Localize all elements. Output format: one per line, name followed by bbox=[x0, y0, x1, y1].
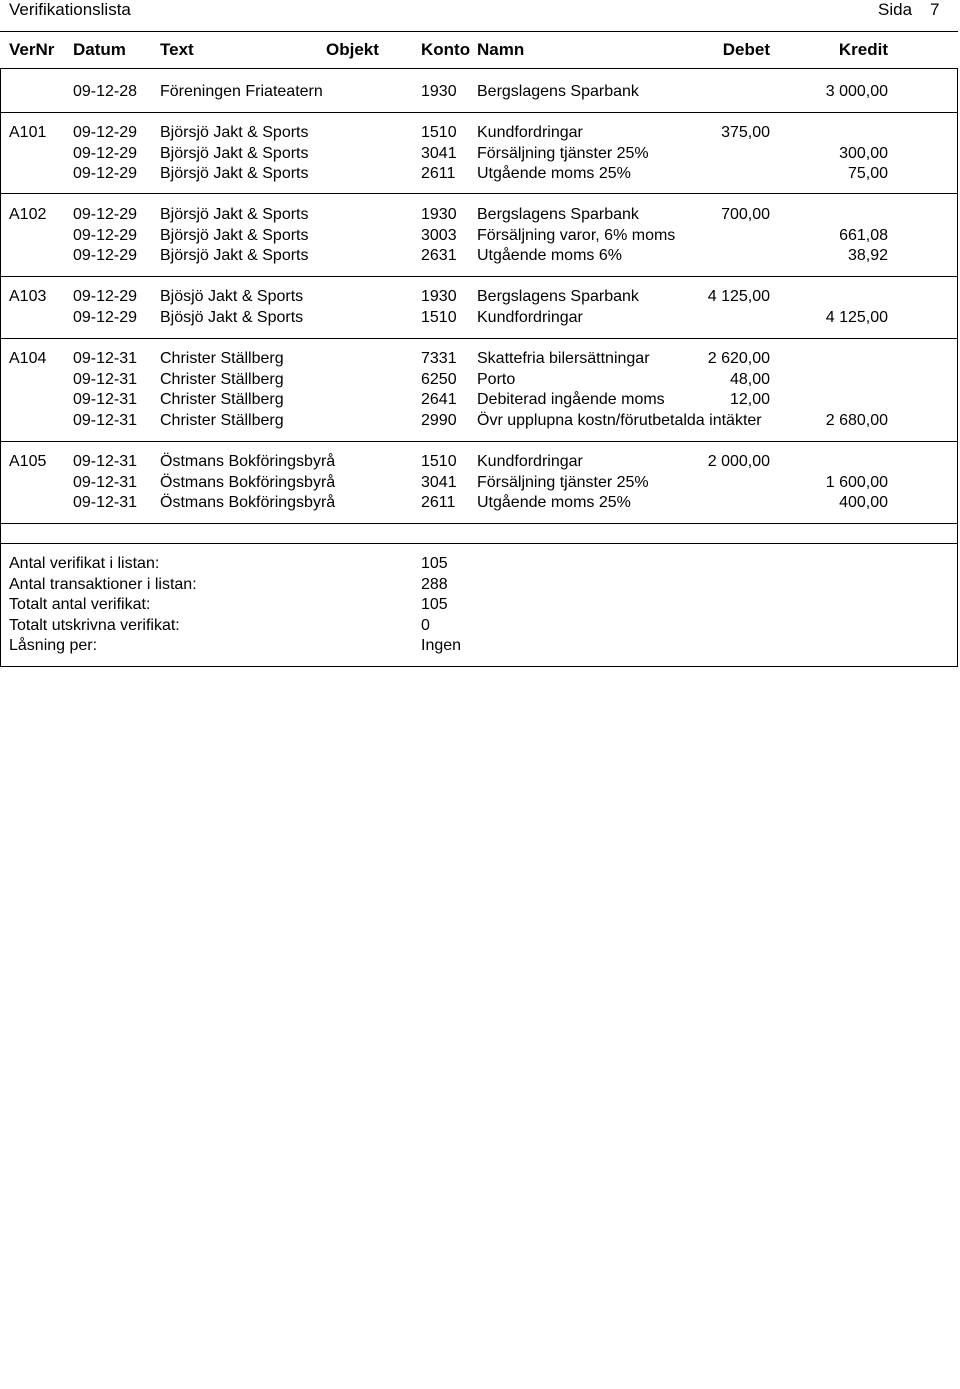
account-name-cell: Försäljning varor, 6% moms bbox=[477, 226, 676, 244]
col-header-datum: Datum bbox=[73, 40, 126, 59]
date-cell: 09-12-29 bbox=[73, 206, 138, 223]
credit-cell bbox=[760, 204, 888, 225]
text-cell: Föreningen Friateatern bbox=[160, 83, 323, 100]
credit-cell bbox=[760, 369, 888, 390]
group-separator bbox=[0, 276, 958, 277]
col-header-debet: Debet bbox=[722, 40, 770, 59]
debit-cell: 700,00 bbox=[721, 206, 770, 223]
credit-cell: 400,00 bbox=[839, 494, 888, 511]
date-cell: 09-12-31 bbox=[73, 370, 138, 388]
account-name-cell: Bergslagens Sparbank bbox=[477, 83, 639, 100]
debit-cell: 2 620,00 bbox=[707, 350, 770, 367]
account-name-cell: Försäljning tjänster 25% bbox=[477, 144, 649, 162]
debit-cell: 4 125,00 bbox=[707, 288, 770, 305]
text-cell: Björsjö Jakt & Sports bbox=[160, 247, 309, 264]
table-row bbox=[0, 122, 958, 143]
account-cell: 1510 bbox=[421, 453, 457, 470]
debit-cell: 375,00 bbox=[721, 124, 770, 141]
table-row bbox=[0, 369, 958, 390]
date-cell: 09-12-29 bbox=[73, 226, 138, 244]
account-name-cell: Bergslagens Sparbank bbox=[477, 206, 639, 223]
debit-cell bbox=[660, 410, 770, 431]
vernr-cell: A105 bbox=[9, 453, 47, 470]
date-cell: 09-12-31 bbox=[73, 494, 138, 511]
vernr-cell: A101 bbox=[9, 124, 47, 141]
table-row bbox=[0, 225, 958, 246]
text-cell: Christer Ställberg bbox=[160, 350, 284, 367]
account-cell: 3041 bbox=[421, 144, 457, 162]
group-separator bbox=[0, 441, 958, 442]
col-header-konto: Konto bbox=[421, 40, 471, 59]
credit-cell: 661,08 bbox=[839, 226, 888, 244]
summary-bottom-border bbox=[0, 666, 958, 667]
credit-cell: 1 600,00 bbox=[825, 473, 888, 491]
debit-cell bbox=[660, 472, 770, 493]
report-title: Verifikationslista bbox=[9, 0, 131, 19]
header-bottom-border bbox=[0, 68, 958, 69]
account-name-cell: Kundfordringar bbox=[477, 124, 583, 141]
table-row bbox=[0, 81, 958, 102]
text-cell: Christer Ställberg bbox=[160, 391, 284, 408]
debit-cell bbox=[660, 492, 770, 513]
debit-cell bbox=[660, 143, 770, 164]
account-name-cell: Utgående moms 25% bbox=[477, 494, 631, 511]
vernr-cell: A102 bbox=[9, 206, 47, 223]
table-row bbox=[0, 307, 958, 328]
date-cell: 09-12-29 bbox=[73, 165, 138, 182]
summary-top-border bbox=[0, 543, 958, 544]
credit-cell bbox=[760, 286, 888, 307]
header-top-border bbox=[0, 31, 958, 32]
summary-label: Antal verifikat i listan: bbox=[9, 555, 160, 572]
debit-cell bbox=[660, 81, 770, 102]
account-cell: 1930 bbox=[421, 288, 457, 305]
account-cell: 2631 bbox=[421, 247, 457, 264]
summary-label: Antal transaktioner i listan: bbox=[9, 575, 197, 593]
debit-cell bbox=[660, 245, 770, 266]
col-header-text: Text bbox=[160, 40, 194, 59]
credit-cell: 38,92 bbox=[847, 247, 888, 264]
text-cell: Björsjö Jakt & Sports bbox=[160, 165, 309, 182]
summary-value: 0 bbox=[421, 616, 430, 634]
table-row bbox=[0, 492, 958, 513]
text-cell: Christer Ställberg bbox=[160, 370, 284, 388]
account-cell: 1930 bbox=[421, 206, 457, 223]
table-row bbox=[0, 472, 958, 493]
group-separator bbox=[0, 523, 958, 524]
text-cell: Östmans Bokföringsbyrå bbox=[160, 473, 336, 491]
date-cell: 09-12-28 bbox=[73, 83, 138, 100]
account-name-cell: Övr upplupna kostn/förutbetalda intäkter bbox=[477, 411, 762, 429]
credit-cell: 4 125,00 bbox=[825, 308, 888, 326]
credit-cell: 300,00 bbox=[839, 144, 888, 162]
account-cell: 6250 bbox=[421, 370, 457, 388]
debit-cell: 12,00 bbox=[729, 391, 770, 408]
text-cell: Östmans Bokföringsbyrå bbox=[160, 453, 336, 470]
debit-cell: 48,00 bbox=[729, 370, 770, 388]
account-cell: 2641 bbox=[421, 391, 457, 408]
account-cell: 3041 bbox=[421, 473, 457, 491]
credit-cell bbox=[760, 451, 888, 472]
page-number: 7 bbox=[930, 0, 940, 19]
date-cell: 09-12-29 bbox=[73, 288, 138, 305]
vernr-cell bbox=[9, 81, 69, 102]
text-cell: Bjösjö Jakt & Sports bbox=[160, 308, 304, 326]
debit-cell bbox=[660, 225, 770, 246]
account-name-cell: Utgående moms 6% bbox=[477, 247, 622, 264]
date-cell: 09-12-31 bbox=[73, 350, 138, 367]
group-separator bbox=[0, 193, 958, 194]
account-cell: 2990 bbox=[421, 411, 457, 429]
debit-cell: 2 000,00 bbox=[707, 453, 770, 470]
table-row bbox=[0, 204, 958, 225]
col-header-kredit: Kredit bbox=[838, 40, 888, 59]
date-cell: 09-12-31 bbox=[73, 391, 138, 408]
account-cell: 3003 bbox=[421, 226, 457, 244]
summary-value: 288 bbox=[421, 575, 448, 593]
date-cell: 09-12-29 bbox=[73, 247, 138, 264]
account-cell: 7331 bbox=[421, 350, 457, 367]
account-cell: 1930 bbox=[421, 83, 457, 100]
text-cell: Björsjö Jakt & Sports bbox=[160, 124, 309, 141]
account-name-cell: Bergslagens Sparbank bbox=[477, 288, 639, 305]
account-name-cell: Kundfordringar bbox=[477, 308, 583, 326]
summary-value: Ingen bbox=[421, 637, 462, 655]
group-separator bbox=[0, 338, 958, 339]
col-header-objekt: Objekt bbox=[326, 40, 379, 59]
group-separator bbox=[0, 112, 958, 113]
table-row bbox=[0, 348, 958, 369]
credit-cell: 2 680,00 bbox=[825, 411, 888, 429]
text-cell: Östmans Bokföringsbyrå bbox=[160, 494, 336, 511]
account-cell: 1510 bbox=[421, 124, 457, 141]
col-header-namn: Namn bbox=[477, 40, 525, 59]
col-header-vernr: VerNr bbox=[9, 40, 55, 59]
account-name-cell: Porto bbox=[477, 370, 516, 388]
account-cell: 1510 bbox=[421, 308, 457, 326]
credit-cell: 75,00 bbox=[847, 165, 888, 182]
summary-label: Totalt utskrivna verifikat: bbox=[9, 616, 180, 634]
account-cell: 2611 bbox=[421, 165, 456, 182]
credit-cell bbox=[760, 389, 888, 410]
account-name-cell: Skattefria bilersättningar bbox=[477, 350, 650, 367]
text-cell: Christer Ställberg bbox=[160, 411, 284, 429]
page-label: Sida bbox=[878, 0, 913, 19]
table-row bbox=[0, 286, 958, 307]
text-cell: Bjösjö Jakt & Sports bbox=[160, 288, 304, 305]
debit-cell bbox=[660, 163, 770, 184]
table-row bbox=[0, 451, 958, 472]
date-cell: 09-12-31 bbox=[73, 453, 138, 470]
date-cell: 09-12-31 bbox=[73, 411, 138, 429]
table-row bbox=[0, 410, 958, 431]
credit-cell bbox=[760, 348, 888, 369]
table-row bbox=[0, 163, 958, 184]
date-cell: 09-12-31 bbox=[73, 473, 138, 491]
table-row bbox=[0, 389, 958, 410]
text-cell: Björsjö Jakt & Sports bbox=[160, 144, 309, 162]
summary-value: 105 bbox=[421, 596, 448, 614]
date-cell: 09-12-29 bbox=[73, 124, 138, 141]
table-row bbox=[0, 245, 958, 266]
summary-label: Låsning per: bbox=[9, 637, 98, 655]
account-name-cell: Försäljning tjänster 25% bbox=[477, 473, 649, 491]
summary-value: 105 bbox=[421, 555, 448, 572]
table-row bbox=[0, 143, 958, 164]
vernr-cell: A103 bbox=[9, 288, 47, 305]
debit-cell bbox=[660, 307, 770, 328]
account-cell: 2611 bbox=[421, 494, 456, 511]
text-cell: Björsjö Jakt & Sports bbox=[160, 206, 309, 223]
credit-cell: 3 000,00 bbox=[825, 83, 888, 100]
account-name-cell: Kundfordringar bbox=[477, 453, 583, 470]
account-name-cell: Utgående moms 25% bbox=[477, 165, 631, 182]
date-cell: 09-12-29 bbox=[73, 144, 138, 162]
credit-cell bbox=[760, 122, 888, 143]
account-name-cell: Debiterad ingående moms bbox=[477, 391, 665, 408]
text-cell: Björsjö Jakt & Sports bbox=[160, 226, 309, 244]
summary-label: Totalt antal verifikat: bbox=[9, 596, 151, 614]
vernr-cell: A104 bbox=[9, 350, 47, 367]
date-cell: 09-12-29 bbox=[73, 308, 138, 326]
